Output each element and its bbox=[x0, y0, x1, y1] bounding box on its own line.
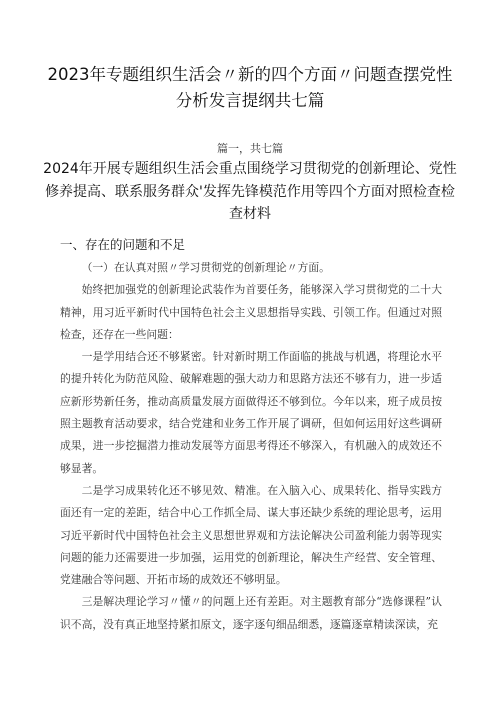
paragraph: 一是学用结合还不够紧密。针对新时期工作面临的挑战与机遇，将理论水平的提升转化为防范风险、破解难题的强大动力和思路方法还不够有力，进一步适应新形势新任务，推动高质量发展方面做得还不够到位。今年以来，班子成员按照主题教育活动要求，结合党建和业务工作开展了调研，但如何运用好这些调研成果，进一步挖掘潜力推动发展等方面思考得还不够深入，有机融入的成效还不够显著。 bbox=[60, 350, 442, 475]
chapter-label: 篇一，共七篇 bbox=[217, 142, 283, 155]
document-title: 2023年专题组织生活会〃新的四个方面〃问题查摆党性分析发言提纲共七篇 bbox=[47, 65, 453, 110]
document-body bbox=[60, 257, 442, 636]
paragraph: 三是解决理论学习〃懂〃的问题上还有差距。对主题教育部分“选修课程”认识不高，没有真正地坚持紧扣原文，逐字逐句细品细悉，逐篇逐章精读深读，充 bbox=[60, 595, 442, 631]
paragraph: 始终把加强党的创新理论武装作为首要任务，能够深入学习贯彻党的二十大精神，用习近平新时代中国特色社会主义思想指导实践、引领工作。但通过对照检查，还存在一些问题： bbox=[60, 283, 442, 341]
document-subtitle: 2024年开展专题组织生活会重点围绕学习贯彻党的创新理论、党性修养提高、联系服务群众'发挥先锋模范作用等四个方面对照检查检查材料 bbox=[43, 161, 457, 222]
paragraph: （一）在认真对照〃学习贯彻党的创新理论〃方面。 bbox=[81, 261, 330, 274]
section-heading: 一、存在的问题和不足 bbox=[60, 237, 186, 252]
paragraph: 二是学习成果转化还不够见效、精准。在入脑入心、成果转化、指导实践方面还有一定的差距，结合中心工作抓全局、谋大事还缺少系统的理论思考，运用习近平新时代中国特色社会主义思想世界观和方法论解决公司盈利能力弱等现实问题的能力还需要进一步加强，运用党的创新理论，解决生产经营、安全管理、党建融合等问题、开拓市场的成效还不够明显。 bbox=[60, 483, 442, 587]
